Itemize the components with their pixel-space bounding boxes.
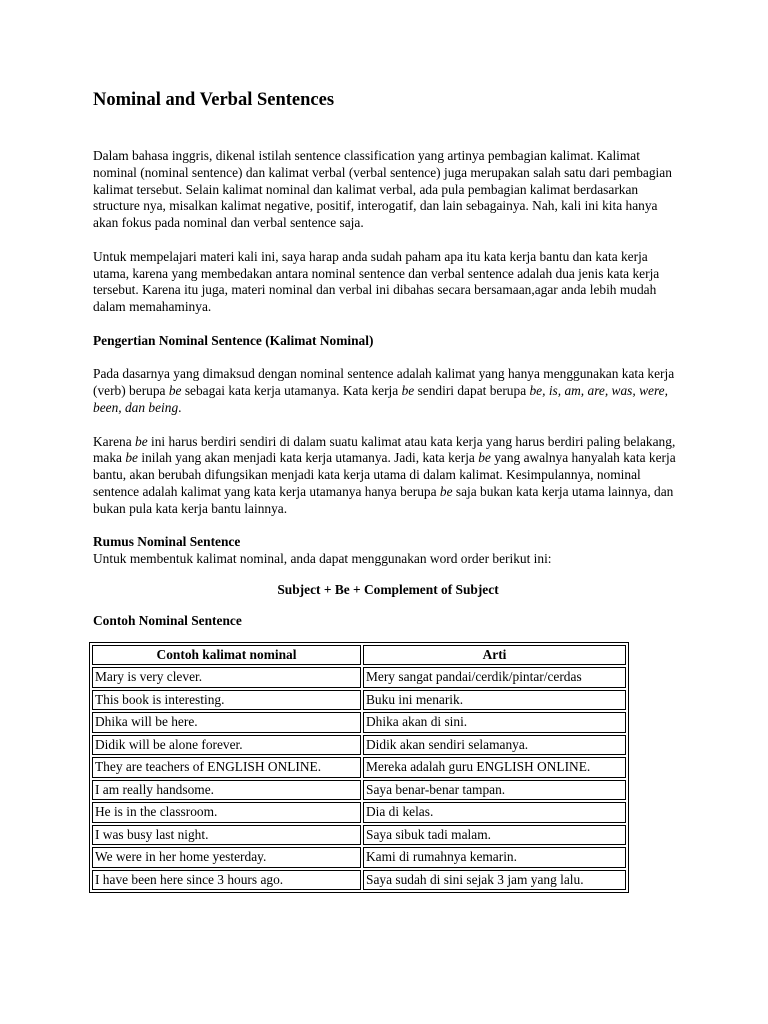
intro-paragraph-1: Dalam bahasa inggris, dikenal istilah sentence classification yang artinya pembagian kalimat. Kalimat nominal (nominal sentence) dan kalimat verbal (verbal sentence) juga merupakan salah satu dari pembagian kalimat tersebut. Selain kalimat nominal dan kalimat verbal, ada pula pembagian kalimat berdasarkan structure nya, misalkan kalimat negative, positif, interogatif, dan lain sebagainya. Nah, kali ini kita hanya akan fokus pada nominal dan verbal sentence saja. [93,148,672,231]
example-sentence-cell: We were in her home yesterday. [92,847,361,868]
italic-text: be [439,483,453,499]
table-body [92,667,626,890]
italic-text: be [168,383,182,399]
example-sentence-cell: Didik will be alone forever. [92,735,361,756]
meaning-cell: Mery sangat pandai/cerdik/pintar/cerdas [363,667,626,688]
definition-paragraph-1 [93,366,683,416]
page-title: Nominal and Verbal Sentences [93,90,335,110]
meaning-cell: Didik akan sendiri selamanya. [363,735,626,756]
text-run: . [178,399,182,415]
text-run: Pada dasarnya yang dimaksud dengan nominal sentence adalah kalimat yang hanya menggunakan kata kerja (verb) berupa [93,366,675,399]
italic-text: be [125,450,138,466]
table-row [92,757,626,778]
text-run: inilah yang akan menjadi kata kerja utamanya. Jadi, kata kerja [138,450,479,466]
table-row [92,802,626,823]
meaning-cell: Saya sudah di sini sejak 3 jam yang lalu. [363,870,626,891]
definition-heading: Pengertian Nominal Sentence (Kalimat Nominal) [93,332,374,348]
examples-table [89,642,629,894]
meaning-cell: Mereka adalah guru ENGLISH ONLINE. [363,757,626,778]
formula-heading: Rumus Nominal Sentence [93,534,241,550]
example-sentence-cell: This book is interesting. [92,690,361,711]
text-run: sendiri dapat berupa [414,383,530,399]
table-row [92,825,626,846]
meaning-cell: Saya sibuk tadi malam. [363,825,626,846]
table-row [92,735,626,756]
example-sentence-cell: Mary is very clever. [92,667,361,688]
table-row [92,667,626,688]
meaning-cell: Buku ini menarik. [363,690,626,711]
example-sentence-cell: I was busy last night. [92,825,361,846]
examples-heading: Contoh Nominal Sentence [93,612,242,628]
definition-paragraph-2 [93,434,683,518]
example-sentence-cell: I have been here since 3 hours ago. [92,870,361,891]
italic-text: be [478,450,491,466]
text-run: sebagai kata kerja utamanya. Kata kerja [181,383,402,399]
text-run: Karena [93,433,136,449]
meaning-cell: Dhika akan di sini. [363,712,626,733]
text-run: saja bukan kata kerja utama lainnya, dan bukan pula kata kerja bantu lainnya. [93,483,674,516]
intro-paragraph-2: Untuk mempelajari materi kali ini, saya harap anda sudah paham apa itu kata kerja bantu dan kata kerja utama, karena yang membedakan antara nominal sentence dan verbal sentence adalah dua jenis kata kerja tersebut. Karena itu juga, materi nominal dan verbal ini dibahas secara bersamaan,agar anda lebih mudah dalam memahaminya. [93,248,660,315]
example-sentence-cell: I am really handsome. [92,780,361,801]
formula-intro-text: Untuk membentuk kalimat nominal, anda dapat menggunakan word order berikut ini: [93,551,552,567]
example-sentence-cell: Dhika will be here. [92,712,361,733]
meaning-cell: Kami di rumahnya kemarin. [363,847,626,868]
column-header-example: Contoh kalimat nominal [92,645,361,666]
table-row [92,870,626,891]
text-run: yang awalnya hanyalah kata kerja bantu, akan berubah difungsikan menjadi kata kerja utama di dalam kalimat. Kesimpulannya, nominal sentence adalah kalimat yang kata kerja utamanya hanya berupa [93,450,676,499]
table-row [92,847,626,868]
document-page [93,88,683,893]
table-row [92,690,626,711]
meaning-cell: Dia di kelas. [363,802,626,823]
table-header-row [92,645,626,666]
formula-text: Subject + Be + Complement of Subject [277,581,499,597]
text-run: ini harus berdiri sendiri di dalam suatu kalimat atau kata kerja yang harus berdiri paling belakang, maka [93,433,676,466]
example-sentence-cell: They are teachers of ENGLISH ONLINE. [92,757,361,778]
italic-text: be, is, am, are, was, were, been, dan being [93,383,668,415]
meaning-cell: Saya benar-benar tampan. [363,780,626,801]
column-header-meaning: Arti [363,645,626,666]
italic-text: be [135,433,148,449]
table-row [92,712,626,733]
table-row [92,780,626,801]
example-sentence-cell: He is in the classroom. [92,802,361,823]
italic-text: be [401,383,415,399]
